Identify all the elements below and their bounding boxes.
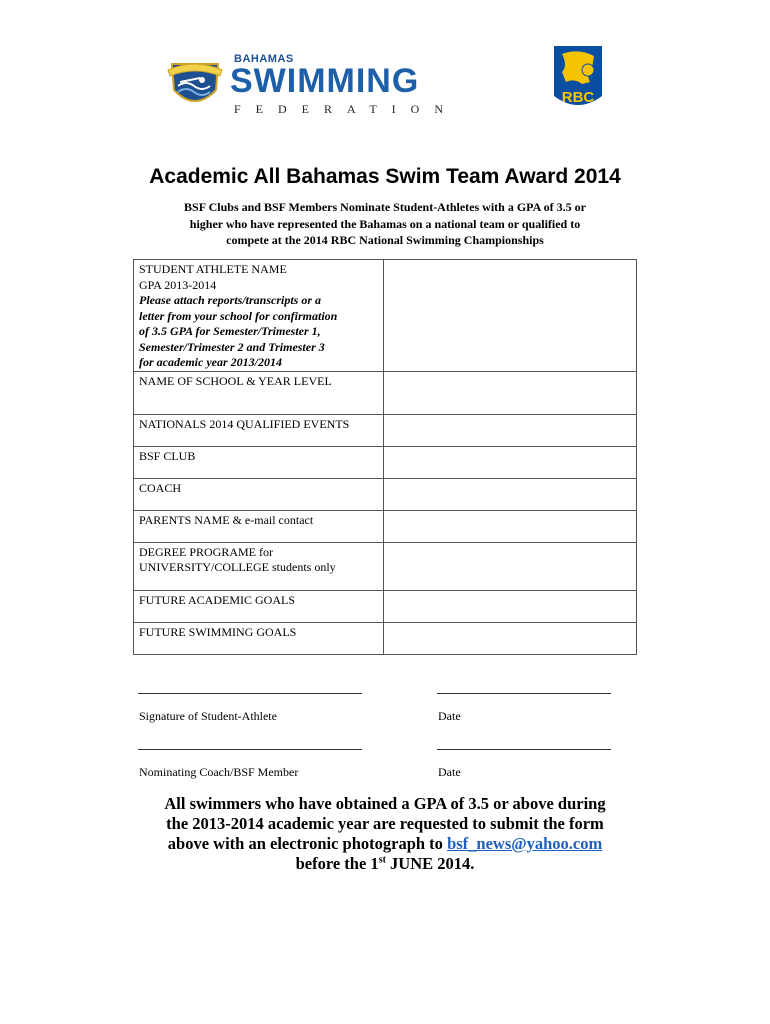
notice-line: All swimmers who have obtained a GPA of 3.5 or above during [164, 794, 606, 813]
form-label [134, 478, 384, 510]
rbc-logo-text: RBC [561, 89, 595, 106]
label-line: NAME OF SCHOOL & YEAR LEVEL [139, 373, 332, 388]
label-line: PARENTS NAME & e-mail contact [139, 512, 314, 527]
label-line: FUTURE SWIMMING GOALS [139, 624, 297, 639]
label-line: STUDENT ATHLETE NAME [139, 262, 287, 276]
student-athlete-field[interactable] [384, 260, 637, 372]
notice-line [110, 834, 660, 854]
email-link[interactable]: bsf_news@yahoo.com [447, 834, 603, 853]
label-line: FUTURE ACADEMIC GOALS [139, 592, 296, 607]
form-row-academic-goals [134, 590, 637, 622]
coach-signature-label: Nominating Coach/BSF Member [139, 765, 299, 779]
nomination-form-table [133, 259, 637, 655]
label-line: BSF CLUB [139, 448, 196, 463]
intro-line: higher who have represented the Bahamas on a national team or qualified to [189, 216, 581, 231]
rbc-lion-icon [552, 44, 604, 114]
athlete-signature-line[interactable] [138, 693, 362, 694]
coach-date-line[interactable] [437, 749, 611, 750]
form-label [134, 414, 384, 446]
logo-word-federation: FEDERATION [234, 102, 458, 116]
athlete-date-line[interactable] [437, 693, 611, 694]
parents-field[interactable] [384, 510, 637, 542]
label-line: GPA 2013-2014 [139, 277, 217, 292]
note-line: Please attach reports/transcripts or a [139, 293, 322, 307]
label-line: NATIONALS 2014 QUALIFIED EVENTS [139, 416, 350, 431]
logo-word-bahamas: BAHAMAS [234, 53, 294, 65]
note-line: Semester/Trimester 2 and Trimester 3 [139, 339, 325, 354]
label-line: COACH [139, 480, 182, 495]
form-row-qualified-events [134, 414, 637, 446]
intro-text [130, 199, 640, 249]
coach-field[interactable] [384, 478, 637, 510]
swimming-goals-field[interactable] [384, 622, 637, 654]
note-line: for academic year 2013/2014 [139, 355, 282, 369]
bsf-crest-icon [166, 56, 224, 114]
form-label [134, 590, 384, 622]
label-line: UNIVERSITY/COLLEGE students only [139, 560, 336, 574]
note-line: of 3.5 GPA for Semester/Trimester 1, [139, 324, 321, 338]
coach-signature-line[interactable] [138, 749, 362, 750]
form-row-parents [134, 510, 637, 542]
form-label [134, 371, 384, 414]
label-line: DEGREE PROGRAME for [139, 544, 273, 559]
page-title: Academic All Bahamas Swim Team Award 2014 [149, 165, 621, 188]
ordinal-suffix: st [378, 854, 386, 866]
coach-date-label: Date [438, 765, 461, 779]
form-row-school [134, 371, 637, 414]
school-field[interactable] [384, 371, 637, 414]
form-row-club [134, 446, 637, 478]
athlete-signature-label: Signature of Student-Athlete [139, 709, 277, 723]
form-row-degree [134, 542, 637, 590]
form-row-swimming-goals [134, 622, 637, 654]
intro-line: compete at the 2014 RBC National Swimming Championships [226, 233, 544, 247]
form-label [134, 446, 384, 478]
notice-text: before the 1 [295, 854, 379, 873]
bsf-logo [166, 50, 458, 120]
form-row-coach [134, 478, 637, 510]
form-label [134, 622, 384, 654]
notice-text: JUNE 2014. [385, 854, 475, 873]
athlete-date-label: Date [438, 709, 461, 723]
club-field[interactable] [384, 446, 637, 478]
notice-line: the 2013-2014 academic year are requested to submit the form [166, 814, 604, 833]
notice-text: above with an electronic photograph to [167, 834, 443, 853]
note-line: letter from your school for confirmation [139, 308, 338, 323]
degree-field[interactable] [384, 542, 637, 590]
submission-notice [110, 794, 660, 874]
form-label [134, 510, 384, 542]
academic-goals-field[interactable] [384, 590, 637, 622]
qualified-events-field[interactable] [384, 414, 637, 446]
form-label [134, 542, 384, 590]
intro-line: BSF Clubs and BSF Members Nominate Student-Athletes with a GPA of 3.5 or [184, 200, 586, 214]
logo-word-swimming: SWIMMING [230, 62, 420, 100]
form-row-student-athlete [134, 260, 637, 372]
form-label [134, 260, 384, 372]
notice-line [110, 854, 660, 874]
